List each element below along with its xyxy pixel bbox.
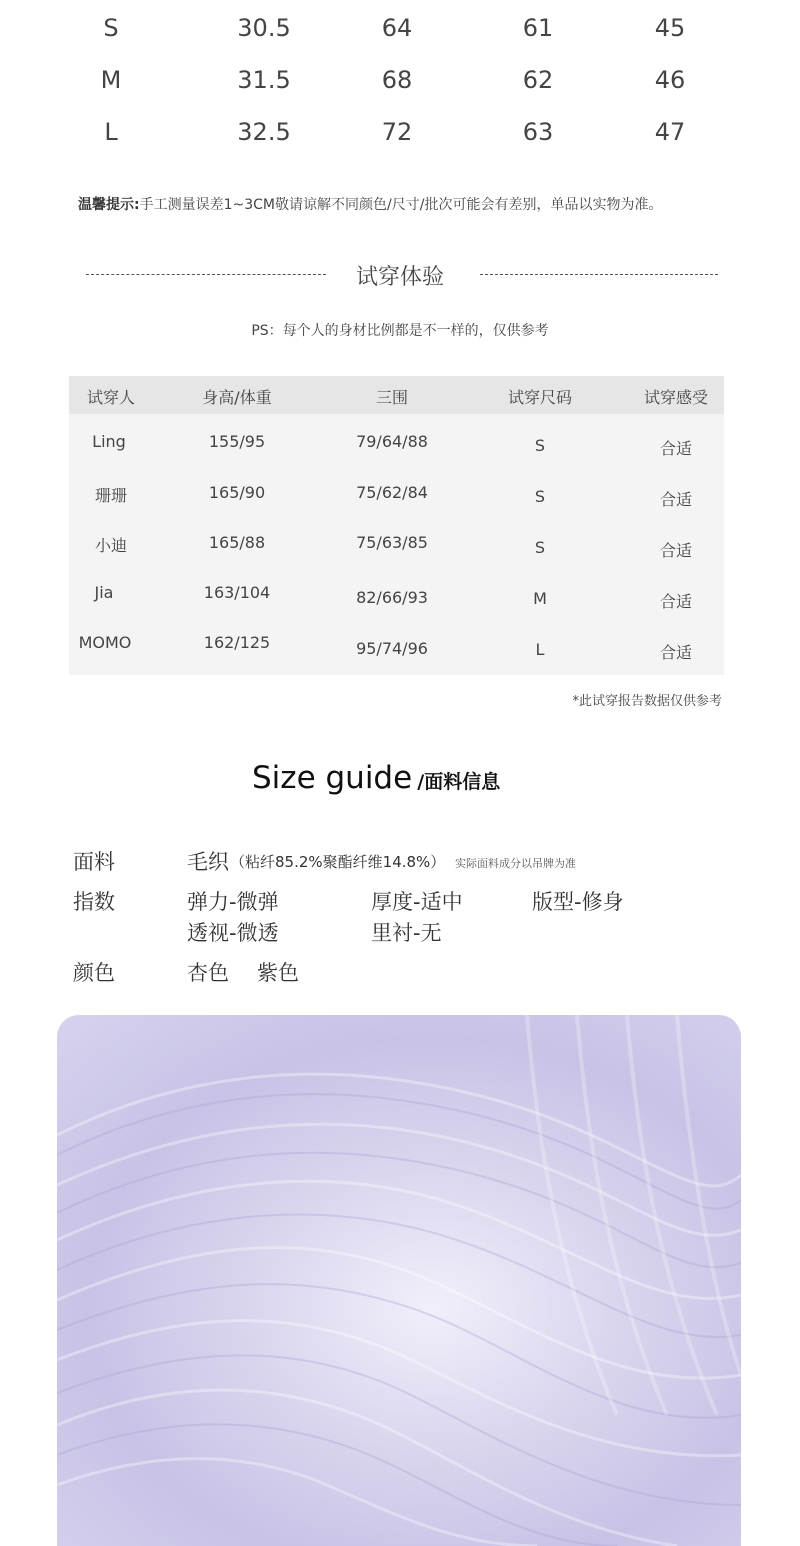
table-cell: 75/63/85 xyxy=(356,533,428,552)
size-value: 61 xyxy=(522,14,554,42)
size-label: S xyxy=(103,14,119,42)
table-cell: 79/64/88 xyxy=(356,432,428,451)
size-label: M xyxy=(100,66,122,94)
size-value: 63 xyxy=(522,118,554,146)
color-option: 杏色 xyxy=(187,961,229,985)
fabric-note: 实际面料成分以吊牌为准 xyxy=(455,857,576,870)
tip-text: 手工测量误差1~3CM敬请谅解不同颜色/尺寸/批次可能会有差别，单品以实物为准。 xyxy=(139,197,663,213)
tip-label: 温馨提示: xyxy=(78,197,140,213)
index-label: 指数 xyxy=(73,890,115,914)
table-row xyxy=(69,533,724,583)
size-value: 72 xyxy=(381,118,413,146)
table-cell: 165/90 xyxy=(208,483,266,502)
fabric-value: 毛织 xyxy=(187,850,229,874)
divider xyxy=(86,274,326,275)
section-title: 试穿体验 xyxy=(355,265,445,290)
table-row xyxy=(69,583,724,633)
size-value: 47 xyxy=(654,118,686,146)
table-cell: S xyxy=(534,436,546,455)
table-row xyxy=(69,483,724,533)
size-row xyxy=(0,60,800,100)
fabric-closeup-image xyxy=(57,1015,741,1546)
index-item: 版型-修身 xyxy=(532,890,624,914)
table-cell: Jia xyxy=(94,583,114,602)
size-value: 46 xyxy=(654,66,686,94)
table-cell: 合适 xyxy=(659,439,693,458)
divider xyxy=(480,274,718,275)
header-cell: 试穿人 xyxy=(86,388,136,407)
size-value: 31.5 xyxy=(237,66,291,94)
table-row xyxy=(69,633,724,683)
size-row xyxy=(0,8,800,48)
size-value: 45 xyxy=(654,14,686,42)
size-value: 64 xyxy=(381,14,413,42)
size-value: 32.5 xyxy=(237,118,291,146)
color-label: 颜色 xyxy=(73,961,115,985)
table-cell: 82/66/93 xyxy=(356,588,428,607)
table-cell: S xyxy=(534,487,546,506)
table-cell: 163/104 xyxy=(203,583,271,602)
index-item: 里衬-无 xyxy=(371,921,442,945)
table-cell: Ling xyxy=(92,432,126,451)
trial-disclaimer: *此试穿报告数据仅供参考 xyxy=(572,694,722,709)
knit-texture xyxy=(57,1015,741,1546)
index-item: 厚度-适中 xyxy=(371,890,463,914)
trial-table-header xyxy=(69,376,724,414)
table-cell: MOMO xyxy=(78,633,132,652)
ps-note: PS：每个人的身材比例都是不一样的，仅供参考 xyxy=(251,323,549,339)
size-value: 68 xyxy=(381,66,413,94)
table-cell: 165/88 xyxy=(208,533,266,552)
fabric-detail: （粘纤85.2%聚酯纤维14.8%） xyxy=(230,853,446,871)
size-guide-title-en: Size guide xyxy=(252,760,413,796)
size-guide-title xyxy=(252,760,500,796)
size-guide-title-cn: /面料信息 xyxy=(417,771,501,793)
table-cell: 95/74/96 xyxy=(356,639,428,658)
table-cell: 合适 xyxy=(659,490,693,509)
header-cell: 三围 xyxy=(375,388,409,407)
size-label: L xyxy=(104,118,118,146)
fabric-label: 面料 xyxy=(73,850,115,874)
table-cell: 小迪 xyxy=(94,536,128,555)
table-row xyxy=(69,432,724,482)
header-cell: 身高/体重 xyxy=(202,388,272,407)
trial-section-header xyxy=(0,258,800,294)
table-cell: L xyxy=(535,640,545,659)
header-cell: 试穿尺码 xyxy=(507,388,573,407)
measurement-tip xyxy=(78,194,662,214)
size-value: 30.5 xyxy=(237,14,291,42)
size-row xyxy=(0,112,800,152)
table-cell: 162/125 xyxy=(203,633,271,652)
table-cell: 75/62/84 xyxy=(356,483,428,502)
table-cell: 合适 xyxy=(659,592,693,611)
color-option: 紫色 xyxy=(257,961,299,985)
table-cell: 珊珊 xyxy=(94,486,128,505)
size-value: 62 xyxy=(522,66,554,94)
table-cell: 合适 xyxy=(659,541,693,560)
header-cell: 试穿感受 xyxy=(643,388,709,407)
table-cell: M xyxy=(533,589,547,608)
trial-table xyxy=(69,376,724,675)
table-cell: S xyxy=(534,538,546,557)
table-cell: 155/95 xyxy=(208,432,266,451)
index-item: 透视-微透 xyxy=(187,921,279,945)
table-cell: 合适 xyxy=(659,643,693,662)
index-item: 弹力-微弹 xyxy=(187,890,279,914)
